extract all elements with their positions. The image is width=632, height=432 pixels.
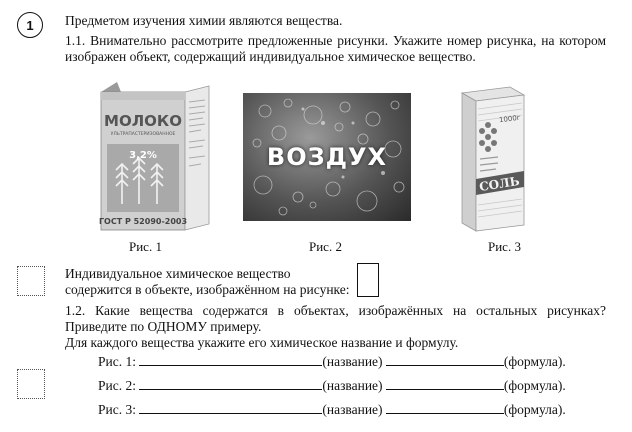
name-field[interactable] <box>139 378 322 390</box>
milk-gost: ГОСТ Р 52090-2003 <box>98 217 188 226</box>
formula-hint: (формула). <box>503 402 566 417</box>
answer-row <box>98 378 566 394</box>
row-label: Рис. 3: <box>98 402 136 417</box>
name-hint: (название) <box>322 378 383 393</box>
name-hint: (название) <box>322 402 383 417</box>
score-box-1[interactable] <box>17 266 45 296</box>
row-label: Рис. 1: <box>98 354 136 369</box>
task2-line2: Приведите по ОДНОМУ примеру. <box>65 319 262 334</box>
formula-hint: (формула). <box>503 354 566 369</box>
air-title: ВОЗДУХ <box>266 143 388 171</box>
question-number: 1 <box>17 12 43 38</box>
name-hint: (название) <box>322 354 383 369</box>
formula-field[interactable] <box>386 354 504 366</box>
score-box-2[interactable] <box>17 369 45 399</box>
answer1-line1: Индивидуальное химическое вещество <box>65 266 291 281</box>
milk-subtitle: УЛЬТРАПАСТЕРИЗОВАННОЕ <box>110 132 176 137</box>
salt-weight: 1000г <box>498 113 521 125</box>
milk-title: МОЛОКО <box>104 112 182 130</box>
task1-text-line2: изображен объект, содержащий индивидуальное химическое вещество. <box>65 49 476 64</box>
caption-fig2: Рис. 2 <box>309 239 342 254</box>
formula-hint: (формула). <box>503 378 566 393</box>
answer-row <box>98 402 566 418</box>
answer1-input-box[interactable] <box>357 263 379 297</box>
answer1-line2: содержится в объекте, изображённом на рисунке: <box>65 282 350 297</box>
row-label: Рис. 2: <box>98 378 136 393</box>
salt-title: СОЛЬ <box>478 173 521 195</box>
name-field[interactable] <box>139 354 322 366</box>
milk-carton-image <box>97 82 213 232</box>
milk-percent: 3,2% <box>129 150 157 161</box>
formula-field[interactable] <box>386 378 504 390</box>
salt-pack-image <box>458 85 528 233</box>
intro-text: Предметом изучения химии являются вещества. <box>65 13 343 28</box>
answer-row <box>98 354 566 370</box>
task2-line3: Для каждого вещества укажите его химическое название и формулу. <box>65 335 459 350</box>
formula-field[interactable] <box>386 402 504 414</box>
air-image <box>243 93 411 221</box>
task1-text-line1: 1.1. Внимательно рассмотрите предложенные рисунки. Укажите номер рисунка, на котором <box>65 33 606 48</box>
caption-fig1: Рис. 1 <box>129 239 162 254</box>
caption-fig3: Рис. 3 <box>488 239 521 254</box>
task2-line1: 1.2. Какие вещества содержатся в объектах, изображённых на остальных рисунках? <box>65 303 606 318</box>
name-field[interactable] <box>139 402 322 414</box>
